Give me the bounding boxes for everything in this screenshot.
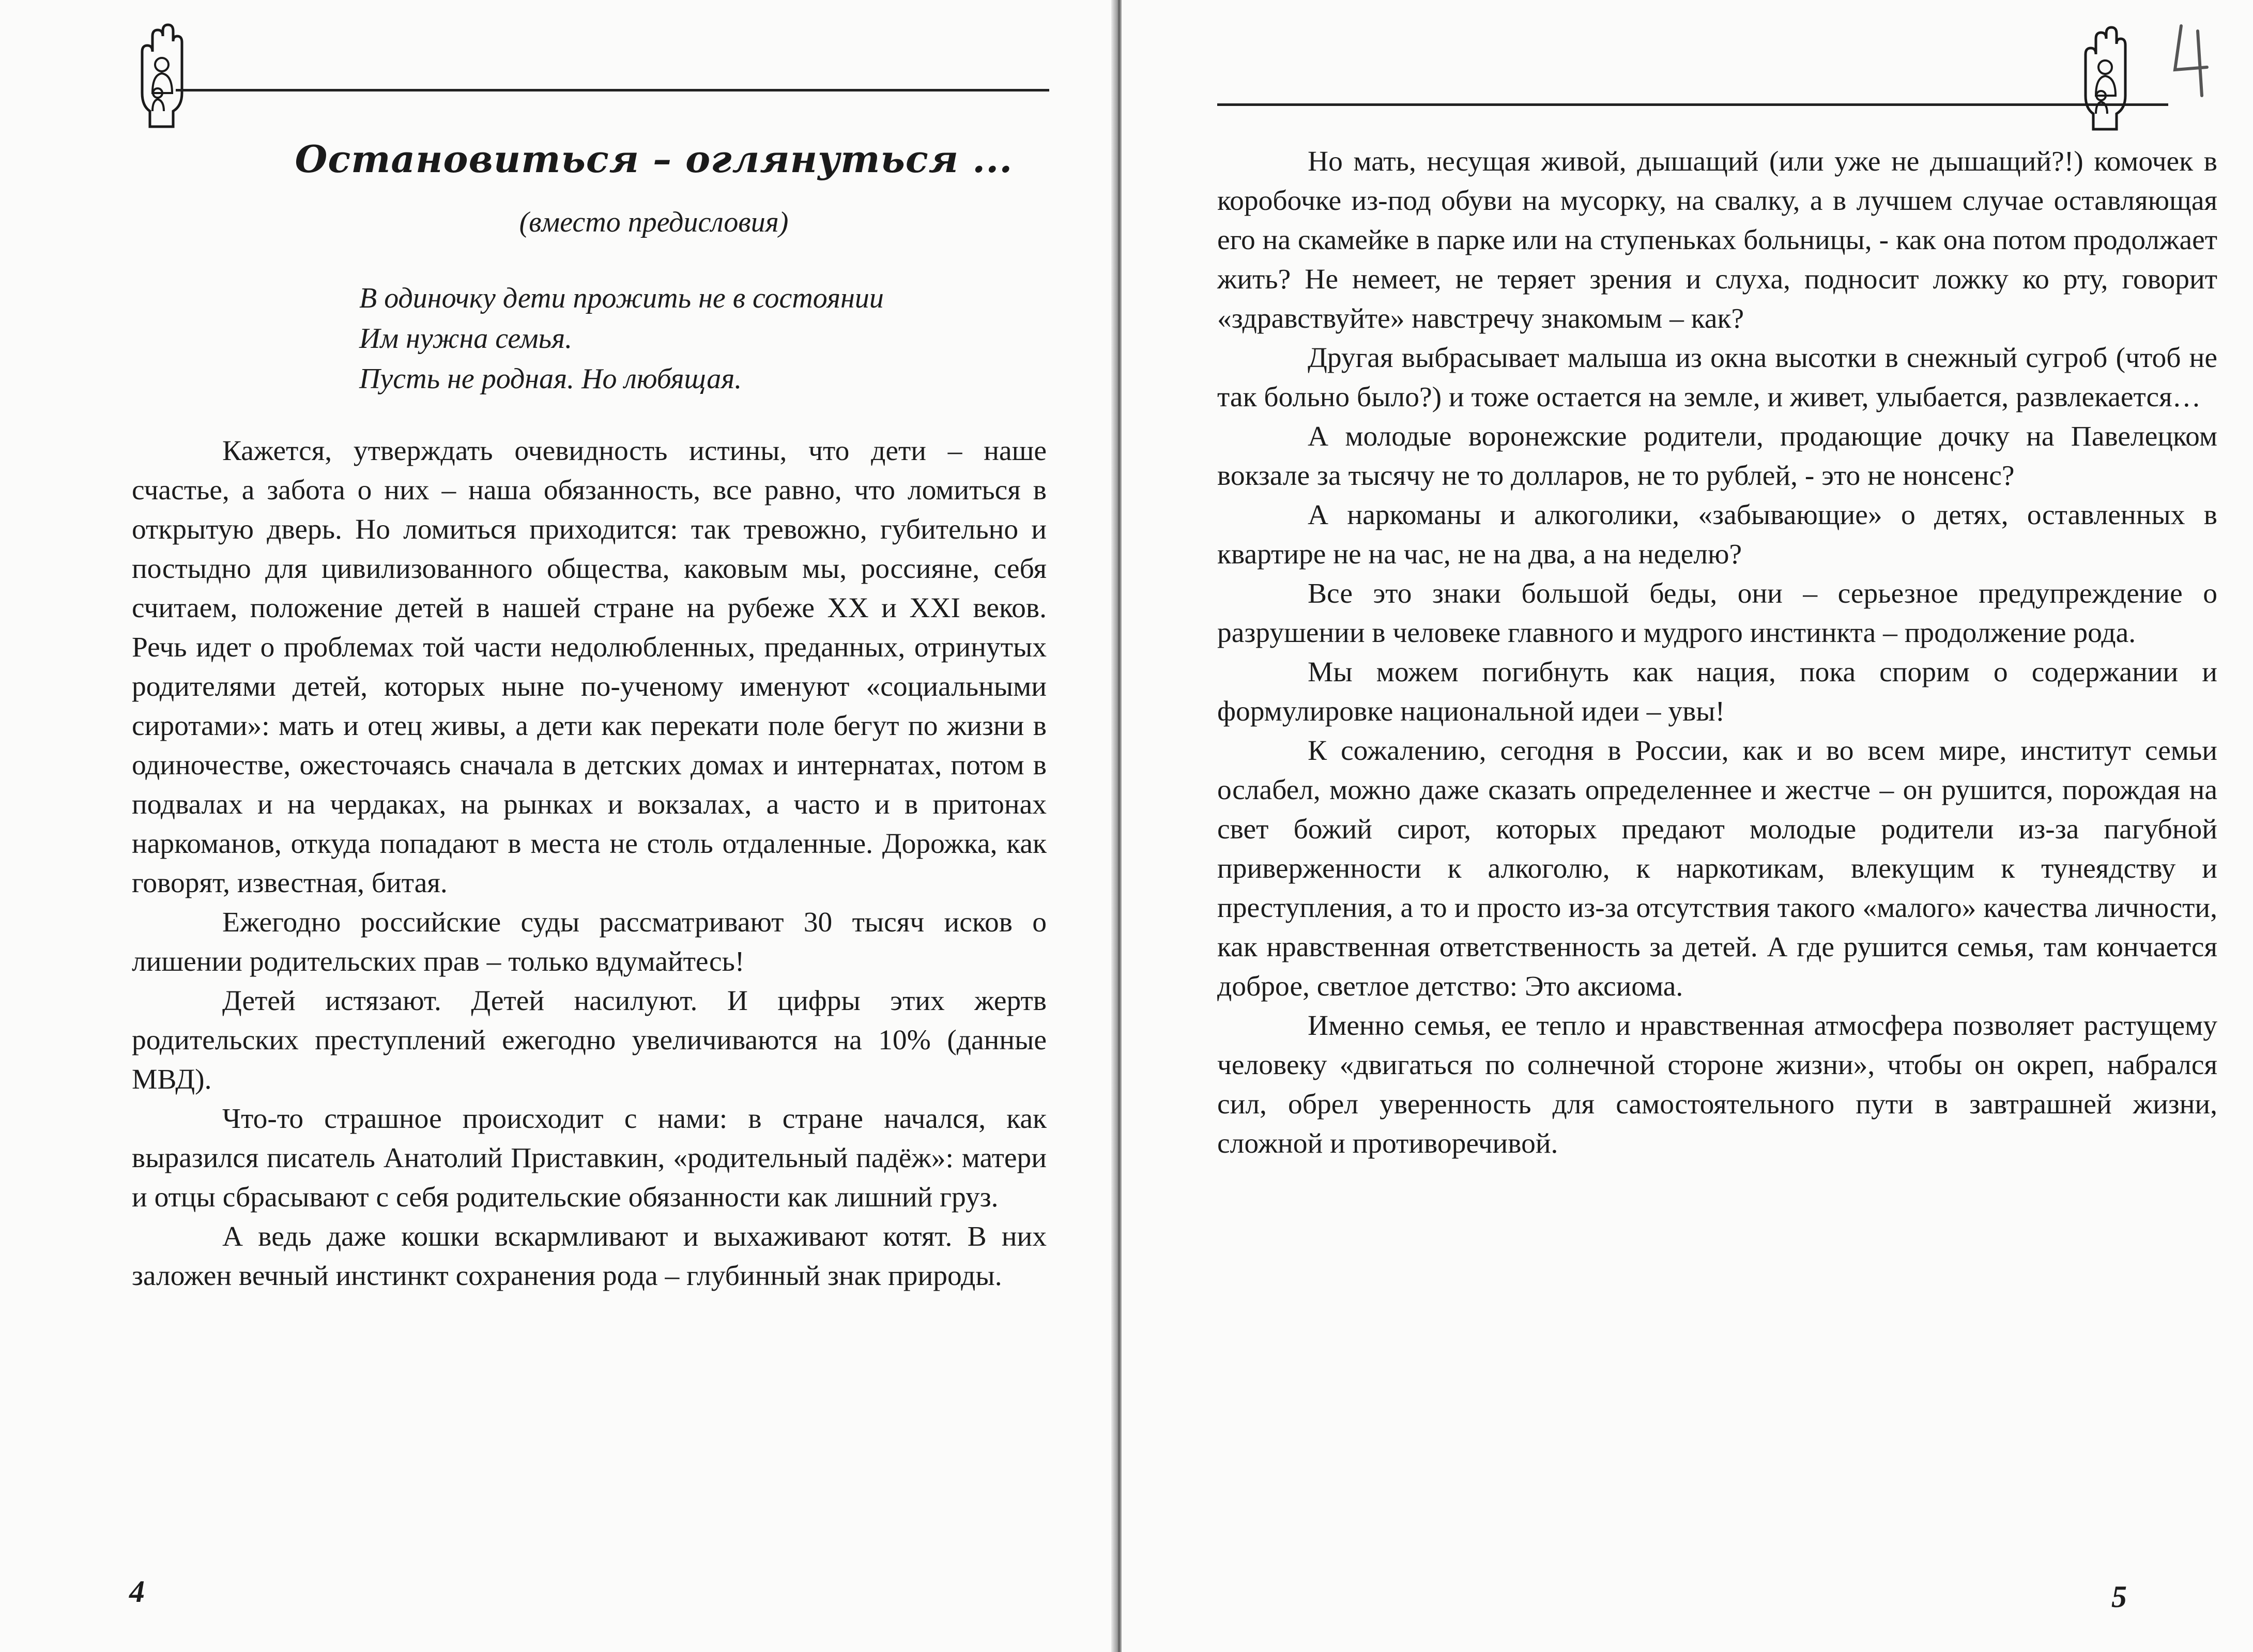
right-body-text [1217,142,2217,1164]
paragraph: Что-то страшное происходит с нами: в стране начался, как выразился писатель Анатолий Приставкин, «родительный падёж»: матери и отцы сбрасывают с себя родительские обязанности как лишний груз. [132,1103,1047,1213]
paragraph: Но мать, несущая живой, дышащий (или уже не дышащий?!) комочек в коробочке из-под обуви на мусорку, на свалку, а в лучшем случае оставляющая его на скамейке в парке или на ступеньках больницы, - как она потом продолжает жить? Не немеет, не теряет зрения и слуха, подносит ложку ко рту, говорит «здравствуйте» навстречу знакомым – как? [1217,146,2217,334]
epigraph-line: В одиночку дети прожить не в состоянии [359,282,884,314]
epigraph [359,278,1083,399]
right-page [1122,0,2253,1652]
paragraph: А наркоманы и алкоголики, «забывающие» о детях, оставленных в квартире не на час, не на два, а на неделю? [1217,499,2217,570]
paragraph: А ведь даже кошки вскармливают и выхаживают котят. В них заложен вечный инстинкт сохранения рода – глубинный знак природы. [132,1221,1047,1292]
header-rule [1217,103,2168,106]
epigraph-line: Им нужна семья. [359,323,573,355]
paragraph: Кажется, утверждать очевидность истины, что дети – наше счастье, а забота о них – наша обязанность, все равно, что ломиться в открытую дверь. Но ломиться приходится: так тревожно, губительно и постыдно для цивилизованного общества, каковым мы, россияне, себя считаем, положение детей в нашей стране на рубеже XX и XXI веков. Речь идет о проблемах той части недолюбленных, преданных, отринутых родителями детей, которых ныне по-ученому именуют «социальными сиротами»: мать и отец живы, а дети как перекати поле бегут по жизни в одиночестве, ожесточаясь сначала в детских домах и интернатах, потом в подвалах и на чердаках, на рынках и вокзалах, а часто и в притонах наркоманов, откуда попадают в места не столь отдаленные. Дорожка, как говорят, известная, битая. [132,435,1047,899]
paragraph: Другая выбрасывает малыша из окна высотки в снежный сугроб (чтоб не так больно было?) и тоже остается на земле, и живет, улыбается, развлекается… [1217,342,2217,413]
header-rule [176,89,1049,91]
hand-family-icon [2075,18,2132,132]
paragraph: Именно семья, ее тепло и нравственная атмосфера позволяет растущему человеку «двигаться по солнечной стороне жизни», чтобы он окреп, набрался сил, обрел уверенность для самостоятельного пути в завтрашней жизни, сложной и противоречивой. [1217,1010,2217,1159]
epigraph-line: Пусть не родная. Но любящая. [359,363,742,395]
handwritten-four-icon [2166,21,2217,98]
paragraph: Детей истязают. Детей насилуют. И цифры этих жертв родительских преступлений ежегодно увеличиваются на 10% (данные МВД). [132,985,1047,1095]
paragraph: Мы можем погибнуть как нация, пока спорим о содержании и формулировке национальной идеи – увы! [1217,656,2217,727]
left-page [0,0,1116,1652]
paragraph: К сожалению, сегодня в России, как и во всем мире, институт семьи ослабел, можно даже сказать определеннее и жестче – он рушится, порождая на свет божий сирот, которых предают молодые родители из-за пагубной приверженности к алкоголю, к наркотикам, влекущим к тунеядству и преступления, а то и просто из-за отсутствия такого «малого» качества личности, как нравственная ответственность за детей. А где рушится семья, там кончается доброе, светлое детство: Это аксиома. [1217,735,2217,1002]
page-number: 5 [2111,1580,2127,1614]
paragraph: А молодые воронежские родители, продающие дочку на Павелецком вокзале за тысячу не то долларов, не то рублей, - это не нонсенс? [1217,421,2217,492]
chapter-title: Остановиться – оглянуться ... [295,137,1013,181]
paragraph: Все это знаки большой беды, они – серьезное предупреждение о разрушении в человеке главного и мудрого инстинкта – продолжение рода. [1217,578,2217,649]
page-number: 4 [129,1574,145,1609]
hand-family-icon [132,16,189,129]
chapter-subtitle: (вместо предисловия) [519,206,789,238]
paragraph: Ежегодно российские суды рассматривают 30 тысяч исков о лишении родительских прав – только вдумайтесь! [132,907,1047,977]
left-body-text [132,432,1047,1296]
